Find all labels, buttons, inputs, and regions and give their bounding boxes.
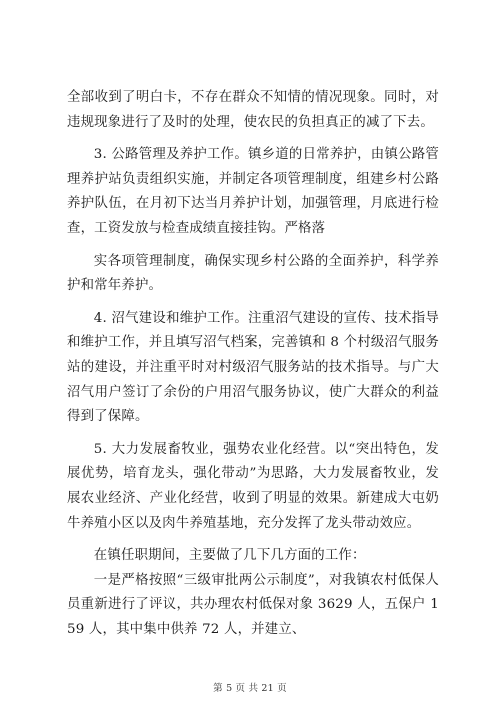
paragraph-2: 3. 公路管理及养护工作。镇乡道的日常养护，由镇公路管理养护站负责组织实施，并制定各项管理制度，组建乡村公路养护队伍，在月初下达当月养护计划，加强管理，月底进行检查，工资发放与检查成绩直接挂钩。严格落 <box>67 147 439 236</box>
paragraph-1: 全部收到了明白卡，不存在群众不知情的情况现象。同时，对违规现象进行了及时的处理，使农民的负担真正的减了下去。 <box>67 90 439 130</box>
paragraph-4: 4. 沼气建设和维护工作。注重沼气建设的宣传、技术指导和维护工作，并且填写沼气档案，完善镇和 8 个村级沼气服务站的建设，并注重平时对村级沼气服务站的技术指导。与广大沼气用户签订了余份的户用沼气服务协议，使广大群众的利益得到了保障。 <box>67 310 439 425</box>
paragraph-6: 在镇任职期间，主要做了几下几方面的工作： <box>93 548 366 564</box>
page-number-footer: 第 5 页 共 21 页 <box>213 683 287 694</box>
paragraph-5: 5. 大力发展畜牧业，强势农业化经营。以“突出特色，发展优势，培育龙头，强化带动”为思路，大力发展畜牧业，发展农业经济、产业化经营，收到了明显的效果。新建成大屯奶牛养殖小区以及肉牛养殖基地，充分发挥了龙头带动效应。 <box>67 441 439 531</box>
paragraph-3: 实各项管理制度，确保实现乡村公路的全面养护，科学养护和常年养护。 <box>67 253 439 294</box>
document-body <box>67 86 439 642</box>
paragraph-7: 一是严格按照“三级审批两公示制度”，对我镇农村低保人员重新进行了评议，共办理农村低保对象 3629 人，五保户 159 人，其中集中供养 72 人，并建立、 <box>67 572 439 637</box>
